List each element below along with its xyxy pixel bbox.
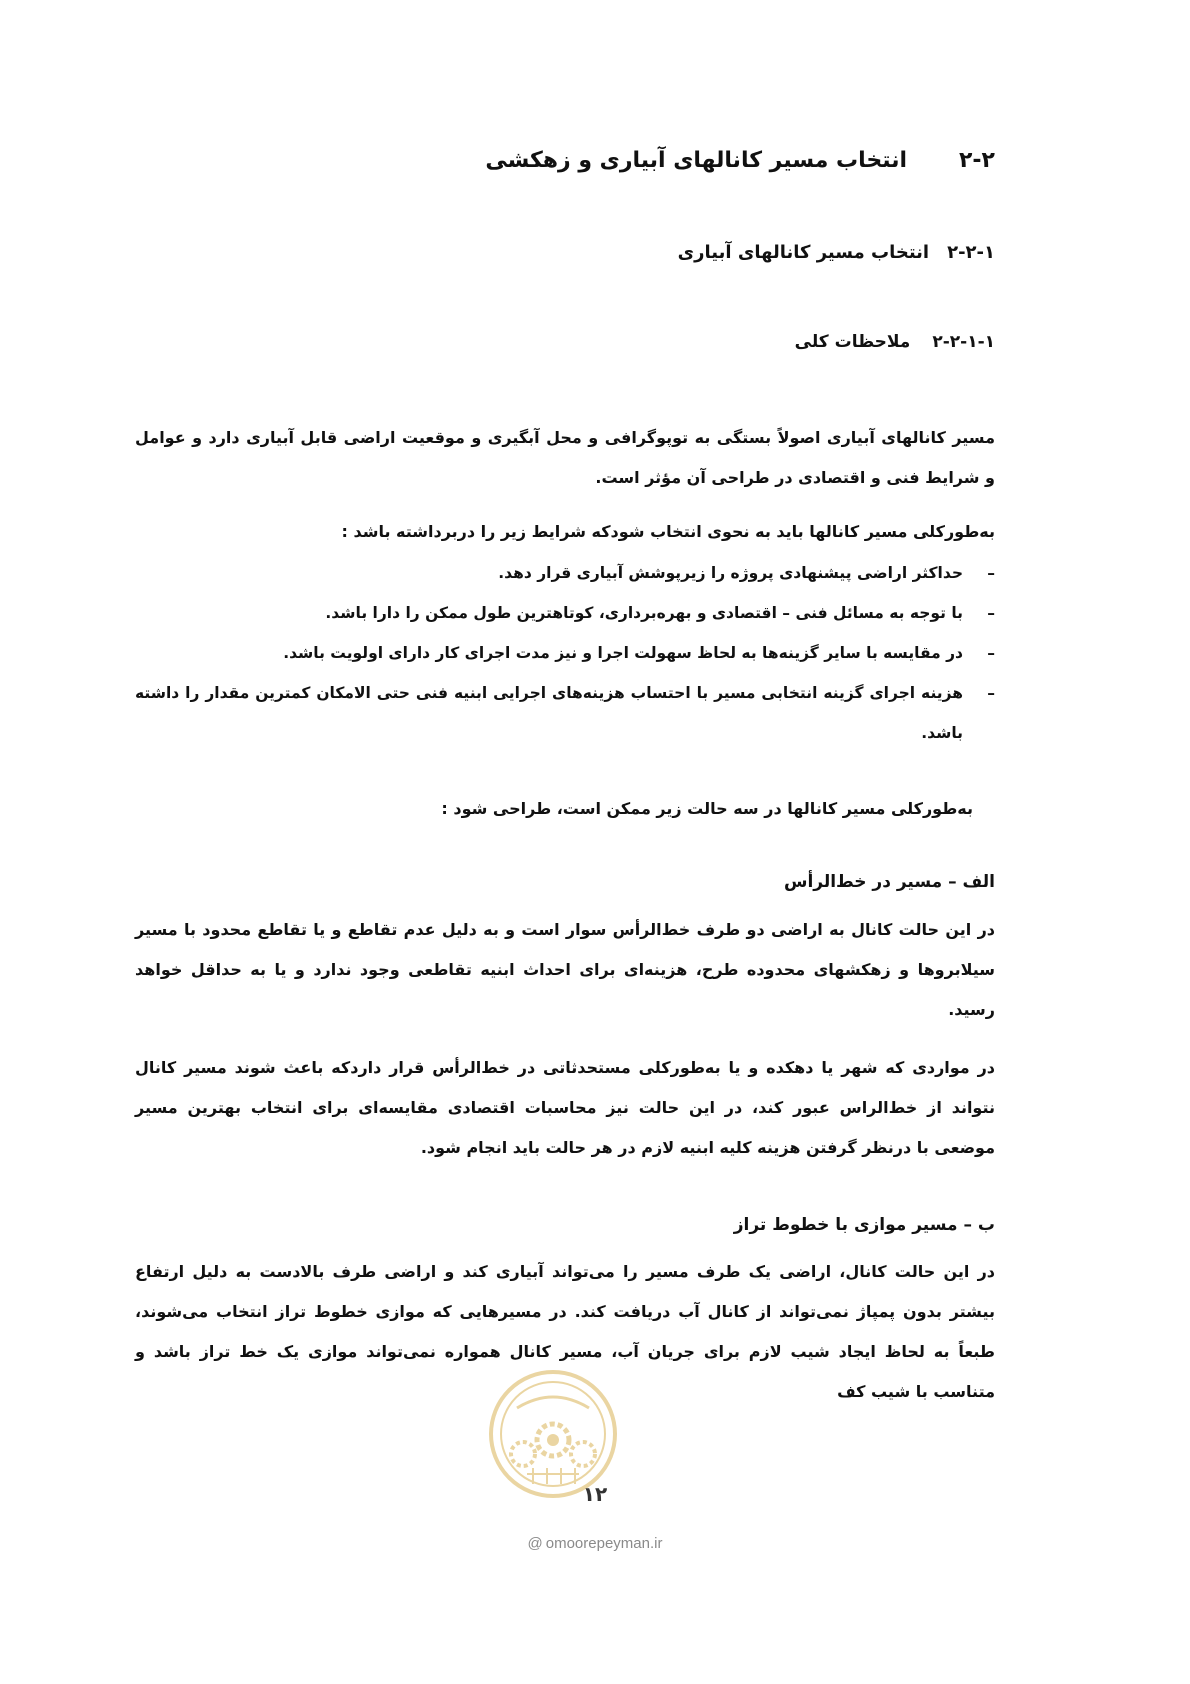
list-item <box>135 633 995 673</box>
case-a-paragraph-1: در این حالت کانال به اراضی دو طرف خط‌الرأس سوار است و به دلیل عدم تقاطع و یا تقاطع محدود با مسیر سیلابروها و زهکشهای محدوده طرح، هزینه‌ای برای احداث ابنیه تقاطعی وجود ندارد و یا به حداقل خواهد رسید. <box>135 920 995 1019</box>
list-item-text: حداکثر اراضی پیشنهادی پروژه را زیرپوشش آبیاری قرار دهد. <box>498 564 963 582</box>
bullet-dash: – <box>987 604 995 622</box>
watermark-url <box>0 1535 1190 1552</box>
list-item <box>135 553 995 593</box>
watermark-seal-logo <box>487 1368 619 1500</box>
subsection-number: ۲-۲-۱ <box>947 242 995 263</box>
subsubsection-title: ملاحظات کلی <box>794 332 911 352</box>
at-sign-icon: @ <box>527 1535 543 1552</box>
section-title: انتخاب مسیر کانالهای آبیاری و زهکشی <box>485 148 907 173</box>
section-number: ۲-۲ <box>959 148 995 173</box>
case-b-paragraph-1: در این حالت کانال، اراضی یک طرف مسیر را می‌تواند آبیاری کند و اراضی طرف بالادست به دلیل ارتفاع بیشتر بدون پمپاژ نمی‌تواند از کانال آب دریافت کند. در مسیرهایی که موازی خطوط تراز انتخاب می‌شوند، طبعاً به لحاظ ایجاد شیب لازم برای جریان آب، مسیر کانال همواره نمی‌تواند موازی یک خط تراز باشد و متناسب با شیب کف <box>135 1262 995 1401</box>
page-number: ۱۲ <box>582 1482 608 1506</box>
bullet-dash: – <box>987 644 995 662</box>
case-a-paragraph-2: در مواردی که شهر یا دهکده و یا به‌طورکلی مستحدثاتی در خط‌الرأس قرار داردکه باعث شوند مسیر کانال نتواند از خط‌الراس عبور کند، در این حالت نیز محاسبات اقتصادی مقایسه‌ای برای انتخاب بهترین مسیر موضعی با درنظر گرفتن هزینه کلیه ابنیه لازم در هر حالت باید انجام شود. <box>135 1058 995 1157</box>
list-item-text: با توجه به مسائل فنی – اقتصادی و بهره‌برداری، کوتاهترین طول ممکن را دارا باشد. <box>325 604 963 622</box>
list-item <box>135 593 995 633</box>
subsubsection-number: ۲-۲-۱-۱ <box>932 332 995 352</box>
case-b-heading: ب – مسیر موازی با خطوط تراز <box>733 1215 995 1235</box>
subsubsection-heading <box>795 332 995 352</box>
list-item-text: در مقایسه با سایر گزینه‌ها به لحاظ سهولت اجرا و نیز مدت اجرای کار دارای اولویت باشد. <box>283 644 963 662</box>
subsection-heading <box>678 242 995 263</box>
bullet-dash: – <box>987 564 995 582</box>
section-heading <box>485 148 995 173</box>
bullet-dash: – <box>987 684 995 702</box>
three-cases-intro: به‌طورکلی مسیر کانالها در سه حالت زیر ممکن است، طراحی شود : <box>441 799 973 818</box>
paragraph-general: مسیر کانالهای آبیاری اصولاً بستگی به توپوگرافی و محل آبگیری و موقعیت اراضی قابل آبیاری دارد و عوامل و شرایط فنی و اقتصادی در طراحی آن مؤثر است. <box>135 428 995 487</box>
subsection-title: انتخاب مسیر کانالهای آبیاری <box>677 242 930 263</box>
watermark-url-text: omoorepeyman.ir <box>545 1535 663 1552</box>
list-item <box>135 673 995 753</box>
list-item-text: هزینه اجرای گزینه انتخابی مسیر با احتساب هزینه‌های اجرایی ابنیه فنی حتی الامکان کمترین مقدار را داشته باشد. <box>135 684 963 742</box>
conditions-intro: به‌طورکلی مسیر کانالها باید به نحوی انتخاب شودکه شرایط زیر را دربرداشته باشد : <box>341 522 995 541</box>
conditions-list <box>135 553 995 753</box>
case-a-heading: الف – مسیر در خط‌الرأس <box>783 872 995 892</box>
